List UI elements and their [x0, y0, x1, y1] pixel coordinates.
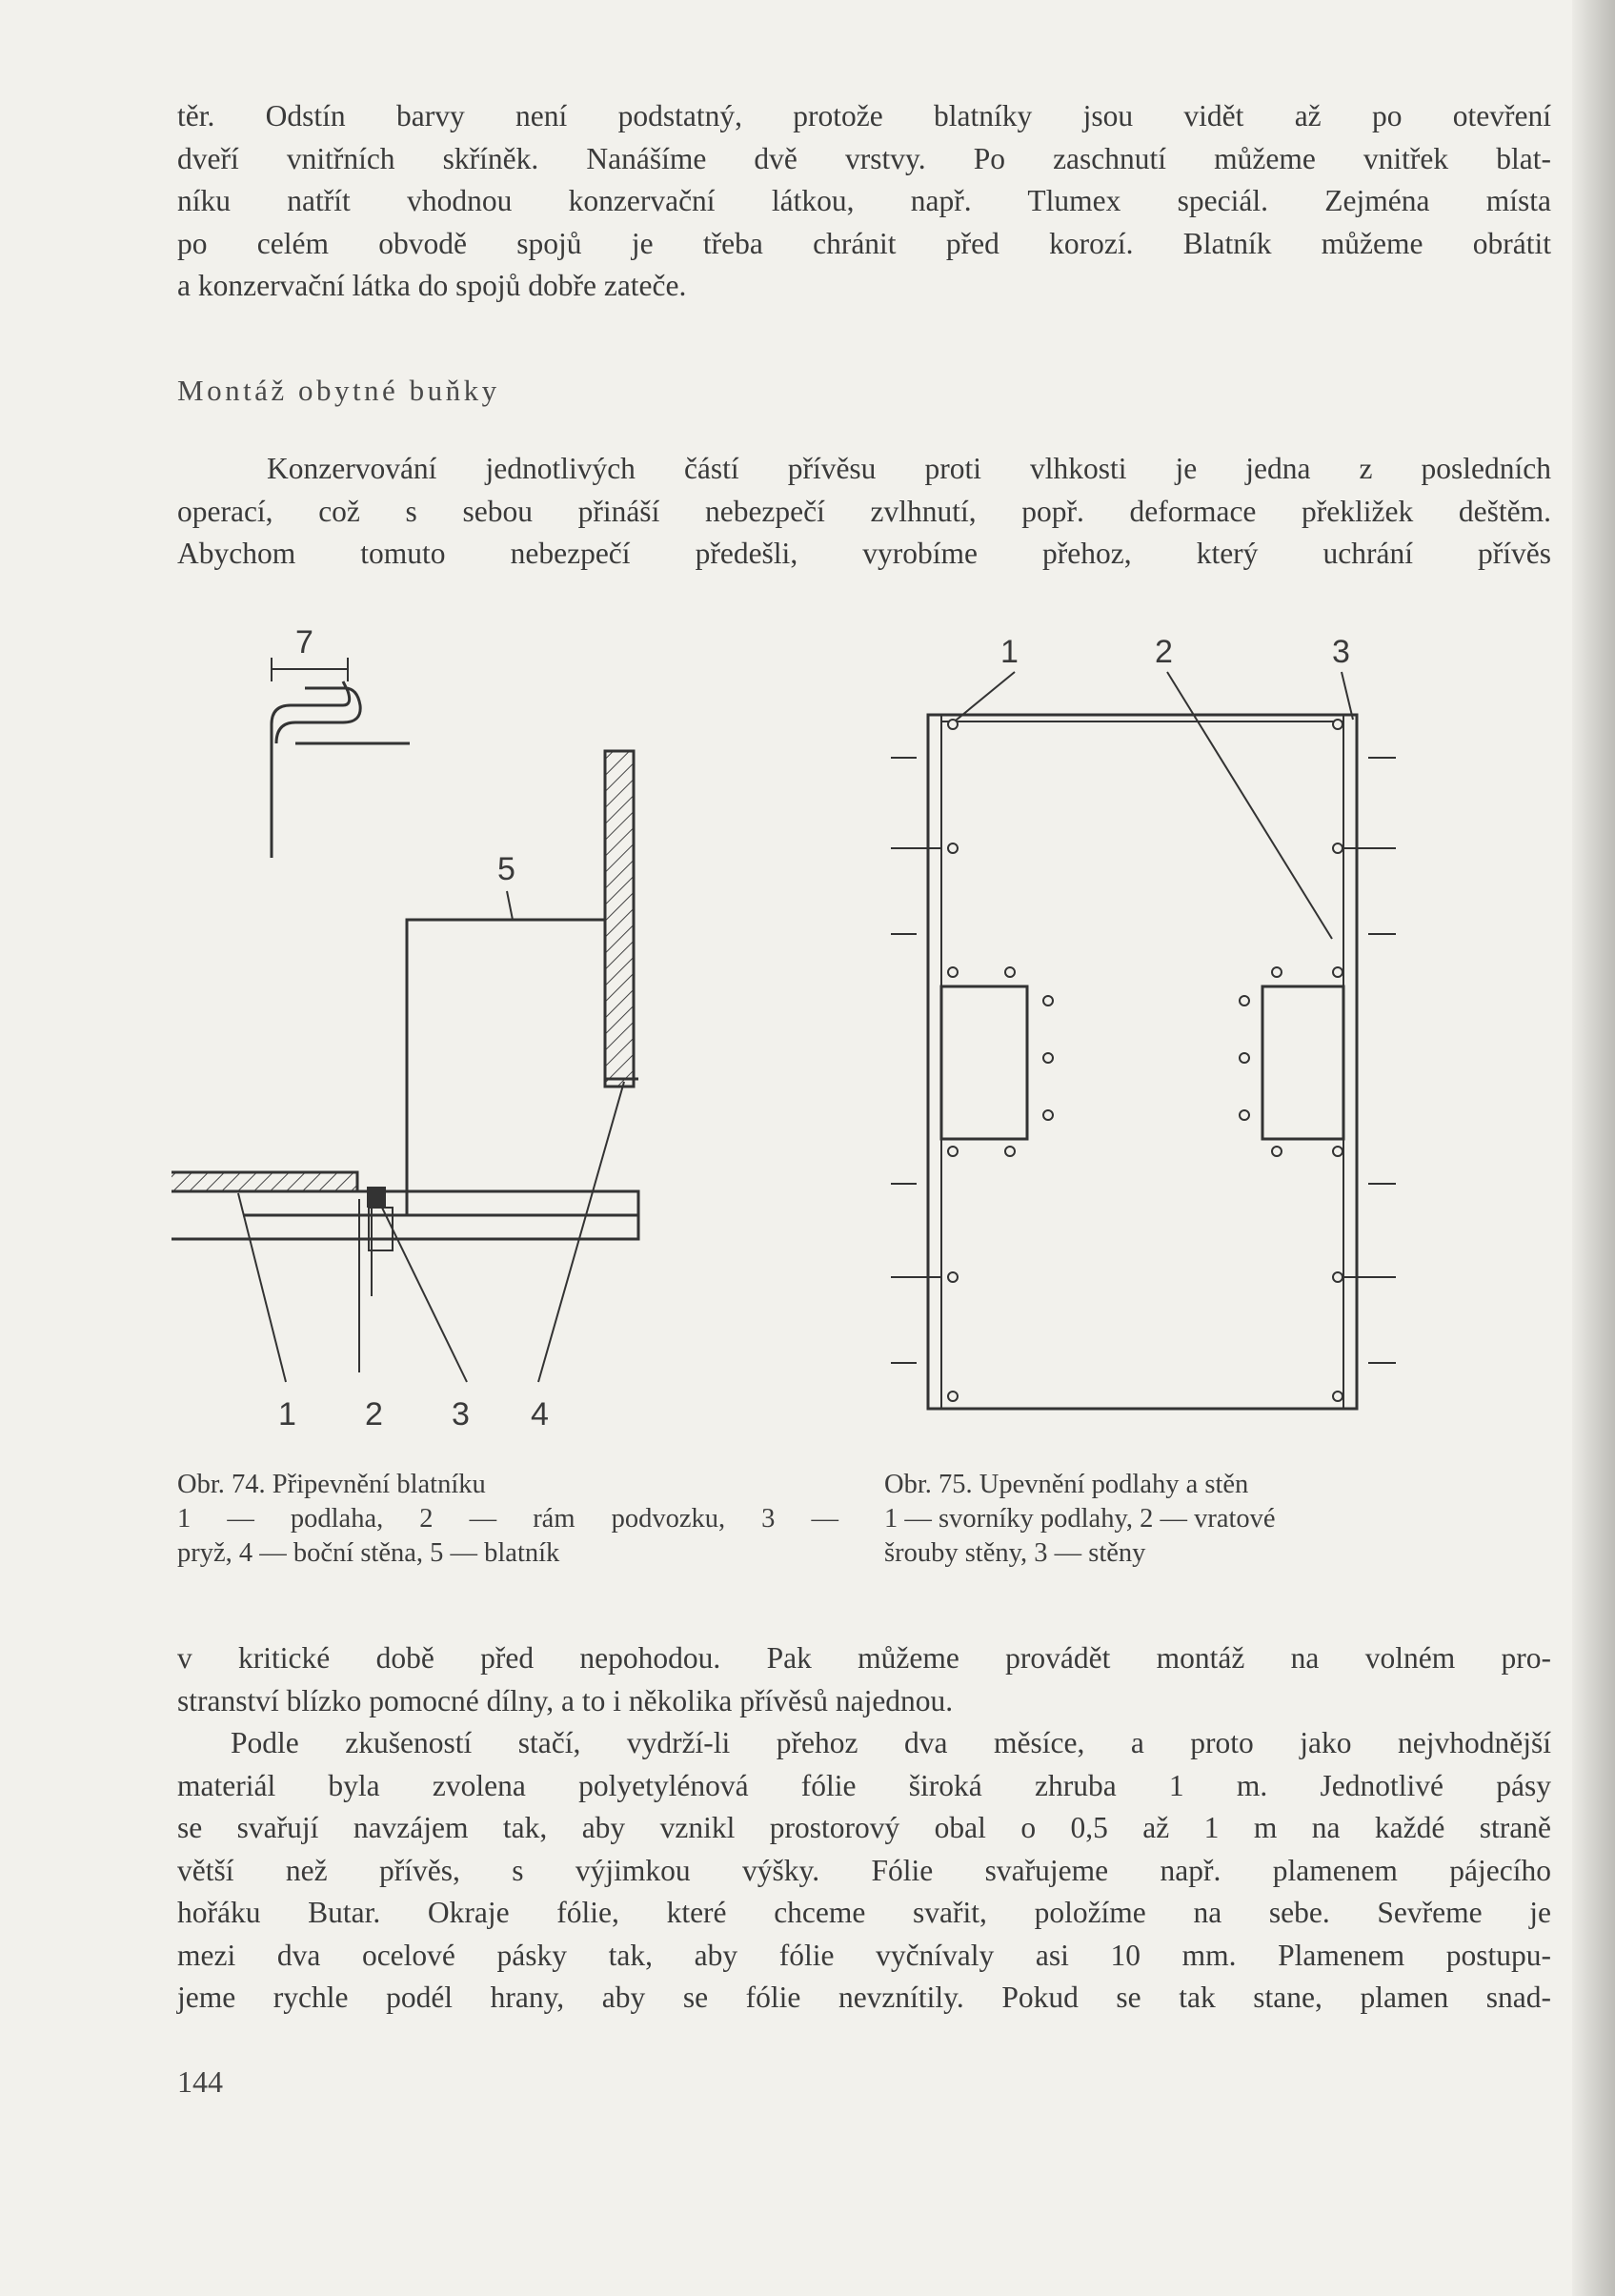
- caption-line: 1 — svorníky podlahy, 2 — vratové: [884, 1504, 1276, 1534]
- figure-74-drawing: [172, 610, 858, 1449]
- section-heading: Montáž obytné buňky: [177, 374, 500, 407]
- label-2: 2: [365, 1396, 383, 1432]
- leader-3: [381, 1206, 467, 1382]
- text-line: níku natřít vhodnou konzervační látkou, např. Tlumex speciál. Zejména místa: [177, 184, 1551, 217]
- label-4: 4: [531, 1396, 549, 1432]
- label-7: 7: [295, 624, 313, 660]
- wall-bolt-ticks: [891, 758, 1396, 1363]
- fender-outline: [407, 920, 605, 1215]
- text-line: větší než přívěs, s výjimkou výšky. Fólie svařujeme např. plamenem pájecího: [177, 1853, 1551, 1887]
- text-line: Podle zkušeností stačí, vydrží-li přehoz dva měsíce, a proto jako nejvhodnější: [231, 1726, 1551, 1759]
- paragraph-1: [177, 95, 1551, 308]
- leader-1: [238, 1193, 286, 1382]
- wheel-arch-right: [1262, 986, 1343, 1139]
- label-5: 5: [497, 851, 515, 887]
- caption-line: pryž, 4 — boční stěna, 5 — blatník: [177, 1538, 560, 1568]
- label-3: 3: [452, 1396, 470, 1432]
- rubber-pad: [367, 1187, 386, 1208]
- label-1: 1: [278, 1396, 296, 1432]
- text-line: těr. Odstín barvy není podstatný, protože blatníky jsou vidět až po otevření: [177, 99, 1551, 132]
- text-line: operací, což s sebou přináší nebezpečí zvlhnutí, popř. deformace překližek deštěm.: [177, 494, 1551, 528]
- label-1: 1: [1000, 634, 1019, 670]
- text-line: Konzervování jednotlivých částí přívěsu proti vlhkosti je jedna z posledních: [267, 452, 1551, 485]
- leader-5: [507, 891, 513, 920]
- floor-board: [172, 1172, 357, 1191]
- paragraph-2: [177, 448, 1551, 576]
- side-wall: [605, 751, 634, 1087]
- figure-75-caption: [884, 1468, 1551, 1571]
- text-line: hořáku Butar. Okraje fólie, které chceme svařit, položíme na sebe. Sevřeme je: [177, 1896, 1551, 1929]
- caption-line: 1 — podlaha, 2 — rám podvozku, 3 —: [177, 1504, 838, 1534]
- text-line: mezi dva ocelové pásky tak, aby fólie vyčnívaly asi 10 mm. Plamenem postupu-: [177, 1938, 1551, 1972]
- caption-line: šrouby stěny, 3 — stěny: [884, 1538, 1146, 1568]
- leader-4: [538, 1082, 624, 1382]
- leader-3: [1342, 672, 1353, 720]
- paragraph-3: [177, 1637, 1551, 2020]
- page-number: 144: [177, 2064, 223, 2099]
- wheel-arch-left: [941, 986, 1027, 1139]
- bolts: [948, 720, 1342, 1401]
- caption-title: Obr. 74. Připevnění blatníku: [177, 1470, 486, 1499]
- leader-1: [951, 672, 1015, 724]
- figure-75-drawing: [877, 629, 1410, 1430]
- fold-profile: [272, 681, 360, 858]
- leader-2: [1167, 672, 1332, 939]
- label-3: 3: [1332, 634, 1350, 670]
- text-line: stranství blízko pomocné dílny, a to i několika přívěsů najednou.: [177, 1683, 954, 1717]
- text-line: po celém obvodě spojů je třeba chránit před korozí. Blatník můžeme obrátit: [177, 226, 1551, 260]
- text-line: a konzervační látka do spojů dobře zateče.: [177, 269, 687, 302]
- text-line: materiál byla zvolena polyetylénová fólie široká zhruba 1 m. Jednotlivé pásy: [177, 1768, 1551, 1802]
- floor-outline: [928, 715, 1357, 1409]
- text-line: jeme rychle podél hrany, aby se fólie nevznítily. Pokud se tak stane, plamen snad-: [177, 1981, 1551, 2014]
- label-2: 2: [1155, 634, 1173, 670]
- text-line: v kritické době před nepohodou. Pak můžeme provádět montáž na volném pro-: [177, 1641, 1551, 1675]
- text-line: dveří vnitřních skříněk. Nanášíme dvě vrstvy. Po zaschnutí můžeme vnitřek blat-: [177, 141, 1551, 175]
- figure-74-caption: [177, 1468, 838, 1571]
- text-line: se svařují navzájem tak, aby vznikl prostorový obal o 0,5 až 1 m na každé straně: [177, 1811, 1551, 1844]
- caption-title: Obr. 75. Upevnění podlahy a stěn: [884, 1470, 1249, 1499]
- page-edge-shadow: [1572, 0, 1615, 2296]
- text-line: Abychom tomuto nebezpečí předešli, vyrobíme přehoz, který uchrání přívěs: [177, 537, 1551, 570]
